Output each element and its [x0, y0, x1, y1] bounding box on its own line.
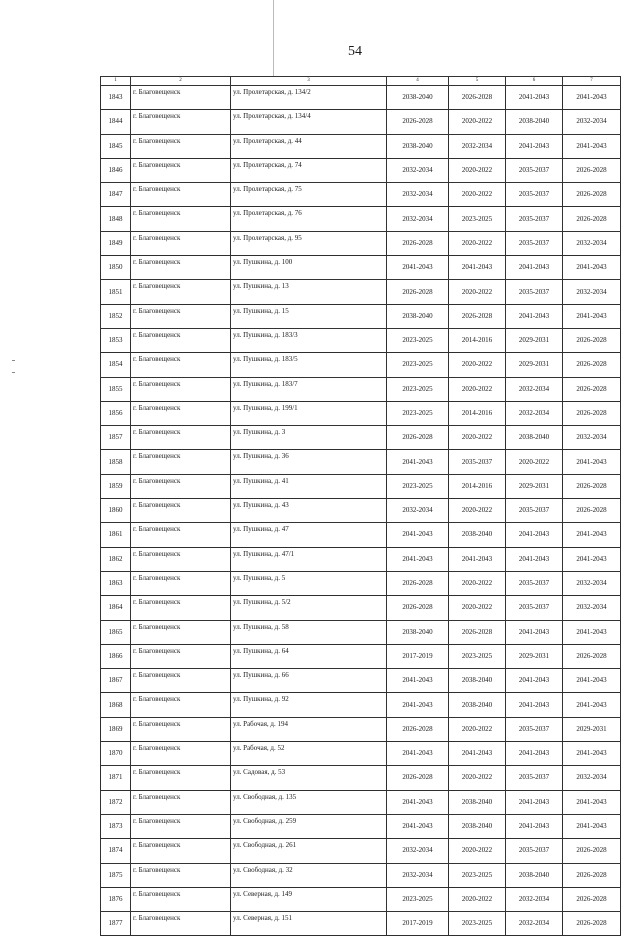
row-number: 1866 — [101, 644, 131, 668]
period-cell: 2038-2040 — [449, 669, 506, 693]
address-cell: ул. Свободная, д. 32 — [231, 863, 387, 887]
row-number: 1877 — [101, 912, 131, 936]
period-cell: 2038-2040 — [387, 86, 449, 110]
period-cell: 2020-2022 — [449, 571, 506, 595]
address-cell: ул. Пушкина, д. 41 — [231, 474, 387, 498]
column-number: 2 — [131, 77, 231, 86]
city-cell: г. Благовещенск — [131, 571, 231, 595]
period-cell: 2020-2022 — [449, 839, 506, 863]
city-cell: г. Благовещенск — [131, 669, 231, 693]
period-cell: 2026-2028 — [563, 839, 621, 863]
city-cell: г. Благовещенск — [131, 110, 231, 134]
period-cell: 2041-2043 — [506, 742, 563, 766]
address-cell: ул. Пушкина, д. 199/1 — [231, 401, 387, 425]
period-cell: 2032-2034 — [506, 912, 563, 936]
address-cell: ул. Пушкина, д. 47/1 — [231, 547, 387, 571]
period-cell: 2041-2043 — [387, 814, 449, 838]
address-cell: ул. Пушкина, д. 36 — [231, 450, 387, 474]
table-row — [101, 717, 621, 741]
period-cell: 2032-2034 — [563, 426, 621, 450]
period-cell: 2035-2037 — [506, 766, 563, 790]
city-cell: г. Благовещенск — [131, 717, 231, 741]
period-cell: 2041-2043 — [563, 790, 621, 814]
row-number: 1845 — [101, 134, 131, 158]
city-cell: г. Благовещенск — [131, 86, 231, 110]
period-cell: 2041-2043 — [387, 256, 449, 280]
period-cell: 2026-2028 — [563, 863, 621, 887]
period-cell: 2020-2022 — [449, 596, 506, 620]
row-number: 1869 — [101, 717, 131, 741]
table-row — [101, 742, 621, 766]
table-row — [101, 887, 621, 911]
period-cell: 2029-2031 — [506, 644, 563, 668]
city-cell: г. Благовещенск — [131, 887, 231, 911]
period-cell: 2032-2034 — [563, 571, 621, 595]
table-row — [101, 499, 621, 523]
table-row — [101, 280, 621, 304]
period-cell: 2041-2043 — [506, 523, 563, 547]
period-cell: 2041-2043 — [563, 256, 621, 280]
period-cell: 2014-2016 — [449, 401, 506, 425]
period-cell: 2035-2037 — [506, 571, 563, 595]
address-cell: ул. Пролетарская, д. 76 — [231, 207, 387, 231]
period-cell: 2020-2022 — [449, 110, 506, 134]
city-cell: г. Благовещенск — [131, 693, 231, 717]
margin-mark — [12, 360, 15, 361]
period-cell: 2026-2028 — [387, 426, 449, 450]
table-row — [101, 426, 621, 450]
period-cell: 2041-2043 — [506, 669, 563, 693]
period-cell: 2026-2028 — [563, 207, 621, 231]
period-cell: 2023-2025 — [387, 353, 449, 377]
row-number: 1865 — [101, 620, 131, 644]
period-cell: 2038-2040 — [449, 693, 506, 717]
address-cell: ул. Пушкина, д. 47 — [231, 523, 387, 547]
address-cell: ул. Пролетарская, д. 74 — [231, 158, 387, 182]
period-cell: 2035-2037 — [506, 231, 563, 255]
period-cell: 2041-2043 — [387, 742, 449, 766]
row-number: 1848 — [101, 207, 131, 231]
period-cell: 2041-2043 — [506, 86, 563, 110]
table-row — [101, 669, 621, 693]
address-cell: ул. Северная, д. 149 — [231, 887, 387, 911]
period-cell: 2020-2022 — [449, 717, 506, 741]
period-cell: 2041-2043 — [387, 450, 449, 474]
row-number: 1867 — [101, 669, 131, 693]
city-cell: г. Благовещенск — [131, 231, 231, 255]
city-cell: г. Благовещенск — [131, 790, 231, 814]
city-cell: г. Благовещенск — [131, 426, 231, 450]
period-cell: 2029-2031 — [506, 353, 563, 377]
city-cell: г. Благовещенск — [131, 596, 231, 620]
period-cell: 2023-2025 — [449, 863, 506, 887]
period-cell: 2041-2043 — [506, 693, 563, 717]
row-number: 1868 — [101, 693, 131, 717]
city-cell: г. Благовещенск — [131, 401, 231, 425]
period-cell: 2020-2022 — [449, 353, 506, 377]
period-cell: 2023-2025 — [449, 644, 506, 668]
period-cell: 2041-2043 — [563, 86, 621, 110]
period-cell: 2041-2043 — [449, 547, 506, 571]
row-number: 1852 — [101, 304, 131, 328]
table-row — [101, 644, 621, 668]
row-number: 1850 — [101, 256, 131, 280]
period-cell: 2026-2028 — [449, 304, 506, 328]
period-cell: 2038-2040 — [506, 863, 563, 887]
period-cell: 2041-2043 — [387, 693, 449, 717]
period-cell: 2026-2028 — [449, 86, 506, 110]
table-row — [101, 86, 621, 110]
period-cell: 2032-2034 — [387, 183, 449, 207]
period-cell: 2026-2028 — [563, 401, 621, 425]
city-cell: г. Благовещенск — [131, 644, 231, 668]
city-cell: г. Благовещенск — [131, 499, 231, 523]
period-cell: 2023-2025 — [387, 377, 449, 401]
address-cell: ул. Пушкина, д. 3 — [231, 426, 387, 450]
period-cell: 2038-2040 — [449, 790, 506, 814]
row-number: 1849 — [101, 231, 131, 255]
address-cell: ул. Садовая, д. 53 — [231, 766, 387, 790]
address-cell: ул. Пушкина, д. 183/3 — [231, 328, 387, 352]
period-cell: 2041-2043 — [563, 814, 621, 838]
row-number: 1859 — [101, 474, 131, 498]
period-cell: 2020-2022 — [449, 183, 506, 207]
table-row — [101, 207, 621, 231]
column-number: 1 — [101, 77, 131, 86]
period-cell: 2041-2043 — [506, 547, 563, 571]
city-cell: г. Благовещенск — [131, 304, 231, 328]
address-cell: ул. Пушкина, д. 5 — [231, 571, 387, 595]
period-cell: 2026-2028 — [563, 887, 621, 911]
table-row — [101, 620, 621, 644]
address-cell: ул. Свободная, д. 135 — [231, 790, 387, 814]
table-row — [101, 377, 621, 401]
period-cell: 2029-2031 — [563, 717, 621, 741]
period-cell: 2032-2034 — [387, 207, 449, 231]
city-cell: г. Благовещенск — [131, 353, 231, 377]
table-row — [101, 839, 621, 863]
row-number: 1873 — [101, 814, 131, 838]
period-cell: 2020-2022 — [449, 231, 506, 255]
period-cell: 2041-2043 — [506, 620, 563, 644]
address-cell: ул. Рабочая, д. 194 — [231, 717, 387, 741]
table-row — [101, 401, 621, 425]
period-cell: 2035-2037 — [506, 839, 563, 863]
table-row — [101, 110, 621, 134]
period-cell: 2041-2043 — [563, 547, 621, 571]
column-number: 6 — [506, 77, 563, 86]
table-row — [101, 450, 621, 474]
city-cell: г. Благовещенск — [131, 814, 231, 838]
address-cell: ул. Пушкина, д. 43 — [231, 499, 387, 523]
address-cell: ул. Пушкина, д. 66 — [231, 669, 387, 693]
period-cell: 2041-2043 — [563, 134, 621, 158]
row-number: 1862 — [101, 547, 131, 571]
address-cell: ул. Пролетарская, д. 75 — [231, 183, 387, 207]
period-cell: 2026-2028 — [563, 377, 621, 401]
period-cell: 2032-2034 — [563, 231, 621, 255]
period-cell: 2023-2025 — [387, 401, 449, 425]
period-cell: 2041-2043 — [506, 256, 563, 280]
period-cell: 2041-2043 — [563, 620, 621, 644]
period-cell: 2014-2016 — [449, 328, 506, 352]
period-cell: 2020-2022 — [449, 887, 506, 911]
row-number: 1872 — [101, 790, 131, 814]
city-cell: г. Благовещенск — [131, 158, 231, 182]
city-cell: г. Благовещенск — [131, 742, 231, 766]
address-cell: ул. Пролетарская, д. 134/2 — [231, 86, 387, 110]
period-cell: 2032-2034 — [563, 766, 621, 790]
column-number-row — [101, 77, 621, 86]
row-number: 1861 — [101, 523, 131, 547]
address-cell: ул. Свободная, д. 261 — [231, 839, 387, 863]
period-cell: 2041-2043 — [506, 814, 563, 838]
period-cell: 2023-2025 — [387, 887, 449, 911]
address-cell: ул. Пушкина, д. 92 — [231, 693, 387, 717]
row-number: 1846 — [101, 158, 131, 182]
table-row — [101, 474, 621, 498]
period-cell: 2032-2034 — [506, 377, 563, 401]
period-cell: 2041-2043 — [449, 742, 506, 766]
period-cell: 2026-2028 — [563, 328, 621, 352]
period-cell: 2041-2043 — [387, 669, 449, 693]
period-cell: 2035-2037 — [506, 207, 563, 231]
period-cell: 2026-2028 — [563, 912, 621, 936]
row-number: 1876 — [101, 887, 131, 911]
city-cell: г. Благовещенск — [131, 377, 231, 401]
address-cell: ул. Пролетарская, д. 95 — [231, 231, 387, 255]
period-cell: 2026-2028 — [387, 110, 449, 134]
table-row — [101, 596, 621, 620]
period-cell: 2032-2034 — [387, 839, 449, 863]
table-row — [101, 912, 621, 936]
address-cell: ул. Пушкина, д. 183/5 — [231, 353, 387, 377]
table-row — [101, 328, 621, 352]
period-cell: 2026-2028 — [563, 183, 621, 207]
city-cell: г. Благовещенск — [131, 183, 231, 207]
period-cell: 2032-2034 — [449, 134, 506, 158]
period-cell: 2014-2016 — [449, 474, 506, 498]
address-cell: ул. Пролетарская, д. 134/4 — [231, 110, 387, 134]
city-cell: г. Благовещенск — [131, 620, 231, 644]
period-cell: 2041-2043 — [563, 693, 621, 717]
table-row — [101, 256, 621, 280]
row-number: 1864 — [101, 596, 131, 620]
address-cell: ул. Пушкина, д. 5/2 — [231, 596, 387, 620]
period-cell: 2020-2022 — [449, 158, 506, 182]
period-cell: 2038-2040 — [449, 814, 506, 838]
period-cell: 2026-2028 — [387, 717, 449, 741]
row-number: 1874 — [101, 839, 131, 863]
period-cell: 2026-2028 — [387, 766, 449, 790]
city-cell: г. Благовещенск — [131, 207, 231, 231]
address-cell: ул. Северная, д. 151 — [231, 912, 387, 936]
table-row — [101, 158, 621, 182]
city-cell: г. Благовещенск — [131, 256, 231, 280]
city-cell: г. Благовещенск — [131, 912, 231, 936]
row-number: 1863 — [101, 571, 131, 595]
table-row — [101, 547, 621, 571]
period-cell: 2041-2043 — [563, 742, 621, 766]
housing-schedule-table-wrap — [100, 76, 620, 936]
row-number: 1854 — [101, 353, 131, 377]
period-cell: 2026-2028 — [563, 474, 621, 498]
period-cell: 2041-2043 — [387, 547, 449, 571]
period-cell: 2041-2043 — [449, 256, 506, 280]
period-cell: 2041-2043 — [506, 134, 563, 158]
period-cell: 2020-2022 — [506, 450, 563, 474]
column-number: 4 — [387, 77, 449, 86]
period-cell: 2023-2025 — [449, 207, 506, 231]
table-row — [101, 863, 621, 887]
period-cell: 2020-2022 — [449, 766, 506, 790]
period-cell: 2038-2040 — [506, 426, 563, 450]
period-cell: 2041-2043 — [387, 790, 449, 814]
period-cell: 2035-2037 — [449, 450, 506, 474]
period-cell: 2038-2040 — [387, 304, 449, 328]
period-cell: 2032-2034 — [387, 499, 449, 523]
period-cell: 2026-2028 — [387, 280, 449, 304]
period-cell: 2035-2037 — [506, 499, 563, 523]
row-number: 1875 — [101, 863, 131, 887]
period-cell: 2023-2025 — [387, 474, 449, 498]
period-cell: 2032-2034 — [387, 863, 449, 887]
period-cell: 2023-2025 — [449, 912, 506, 936]
row-number: 1858 — [101, 450, 131, 474]
row-number: 1843 — [101, 86, 131, 110]
city-cell: г. Благовещенск — [131, 863, 231, 887]
column-number: 7 — [563, 77, 621, 86]
period-cell: 2032-2034 — [563, 596, 621, 620]
address-cell: ул. Пушкина, д. 183/7 — [231, 377, 387, 401]
period-cell: 2041-2043 — [563, 669, 621, 693]
table-row — [101, 134, 621, 158]
period-cell: 2029-2031 — [506, 328, 563, 352]
address-cell: ул. Пушкина, д. 58 — [231, 620, 387, 644]
table-row — [101, 231, 621, 255]
period-cell: 2041-2043 — [563, 450, 621, 474]
address-cell: ул. Рабочая, д. 52 — [231, 742, 387, 766]
city-cell: г. Благовещенск — [131, 839, 231, 863]
period-cell: 2020-2022 — [449, 377, 506, 401]
period-cell: 2038-2040 — [387, 620, 449, 644]
row-number: 1871 — [101, 766, 131, 790]
margin-mark — [12, 372, 15, 373]
table-row — [101, 693, 621, 717]
period-cell: 2020-2022 — [449, 499, 506, 523]
period-cell: 2026-2028 — [387, 596, 449, 620]
period-cell: 2032-2034 — [387, 158, 449, 182]
table-row — [101, 304, 621, 328]
period-cell: 2026-2028 — [563, 644, 621, 668]
period-cell: 2032-2034 — [563, 280, 621, 304]
period-cell: 2041-2043 — [506, 790, 563, 814]
row-number: 1856 — [101, 401, 131, 425]
row-number: 1853 — [101, 328, 131, 352]
housing-schedule-table — [100, 76, 621, 936]
column-number: 3 — [231, 77, 387, 86]
period-cell: 2020-2022 — [449, 426, 506, 450]
city-cell: г. Благовещенск — [131, 766, 231, 790]
address-cell: ул. Пушкина, д. 13 — [231, 280, 387, 304]
period-cell: 2035-2037 — [506, 717, 563, 741]
column-number: 5 — [449, 77, 506, 86]
row-number: 1844 — [101, 110, 131, 134]
city-cell: г. Благовещенск — [131, 474, 231, 498]
city-cell: г. Благовещенск — [131, 328, 231, 352]
table-row — [101, 523, 621, 547]
city-cell: г. Благовещенск — [131, 450, 231, 474]
period-cell: 2041-2043 — [506, 304, 563, 328]
period-cell: 2041-2043 — [387, 523, 449, 547]
scan-fold-line — [273, 0, 274, 76]
table-row — [101, 814, 621, 838]
table-row — [101, 766, 621, 790]
address-cell: ул. Пушкина, д. 64 — [231, 644, 387, 668]
period-cell: 2041-2043 — [563, 304, 621, 328]
period-cell: 2026-2028 — [387, 231, 449, 255]
period-cell: 2035-2037 — [506, 183, 563, 207]
city-cell: г. Благовещенск — [131, 134, 231, 158]
period-cell: 2026-2028 — [387, 571, 449, 595]
period-cell: 2041-2043 — [563, 523, 621, 547]
table-row — [101, 571, 621, 595]
row-number: 1855 — [101, 377, 131, 401]
period-cell: 2038-2040 — [449, 523, 506, 547]
period-cell: 2032-2034 — [506, 887, 563, 911]
row-number: 1847 — [101, 183, 131, 207]
page-number: 54 — [348, 44, 362, 59]
table-row — [101, 353, 621, 377]
period-cell: 2035-2037 — [506, 280, 563, 304]
address-cell: ул. Свободная, д. 259 — [231, 814, 387, 838]
table-row — [101, 790, 621, 814]
period-cell: 2026-2028 — [563, 353, 621, 377]
period-cell: 2032-2034 — [506, 401, 563, 425]
city-cell: г. Благовещенск — [131, 280, 231, 304]
row-number: 1860 — [101, 499, 131, 523]
table-body — [101, 86, 621, 936]
row-number: 1851 — [101, 280, 131, 304]
city-cell: г. Благовещенск — [131, 523, 231, 547]
period-cell: 2026-2028 — [449, 620, 506, 644]
table-row — [101, 183, 621, 207]
row-number: 1870 — [101, 742, 131, 766]
period-cell: 2035-2037 — [506, 596, 563, 620]
period-cell: 2026-2028 — [563, 499, 621, 523]
period-cell: 2020-2022 — [449, 280, 506, 304]
period-cell: 2026-2028 — [563, 158, 621, 182]
period-cell: 2029-2031 — [506, 474, 563, 498]
period-cell: 2023-2025 — [387, 328, 449, 352]
period-cell: 2038-2040 — [506, 110, 563, 134]
row-number: 1857 — [101, 426, 131, 450]
city-cell: г. Благовещенск — [131, 547, 231, 571]
address-cell: ул. Пушкина, д. 15 — [231, 304, 387, 328]
address-cell: ул. Пушкина, д. 100 — [231, 256, 387, 280]
period-cell: 2017-2019 — [387, 912, 449, 936]
period-cell: 2017-2019 — [387, 644, 449, 668]
period-cell: 2032-2034 — [563, 110, 621, 134]
period-cell: 2038-2040 — [387, 134, 449, 158]
period-cell: 2035-2037 — [506, 158, 563, 182]
address-cell: ул. Пролетарская, д. 44 — [231, 134, 387, 158]
